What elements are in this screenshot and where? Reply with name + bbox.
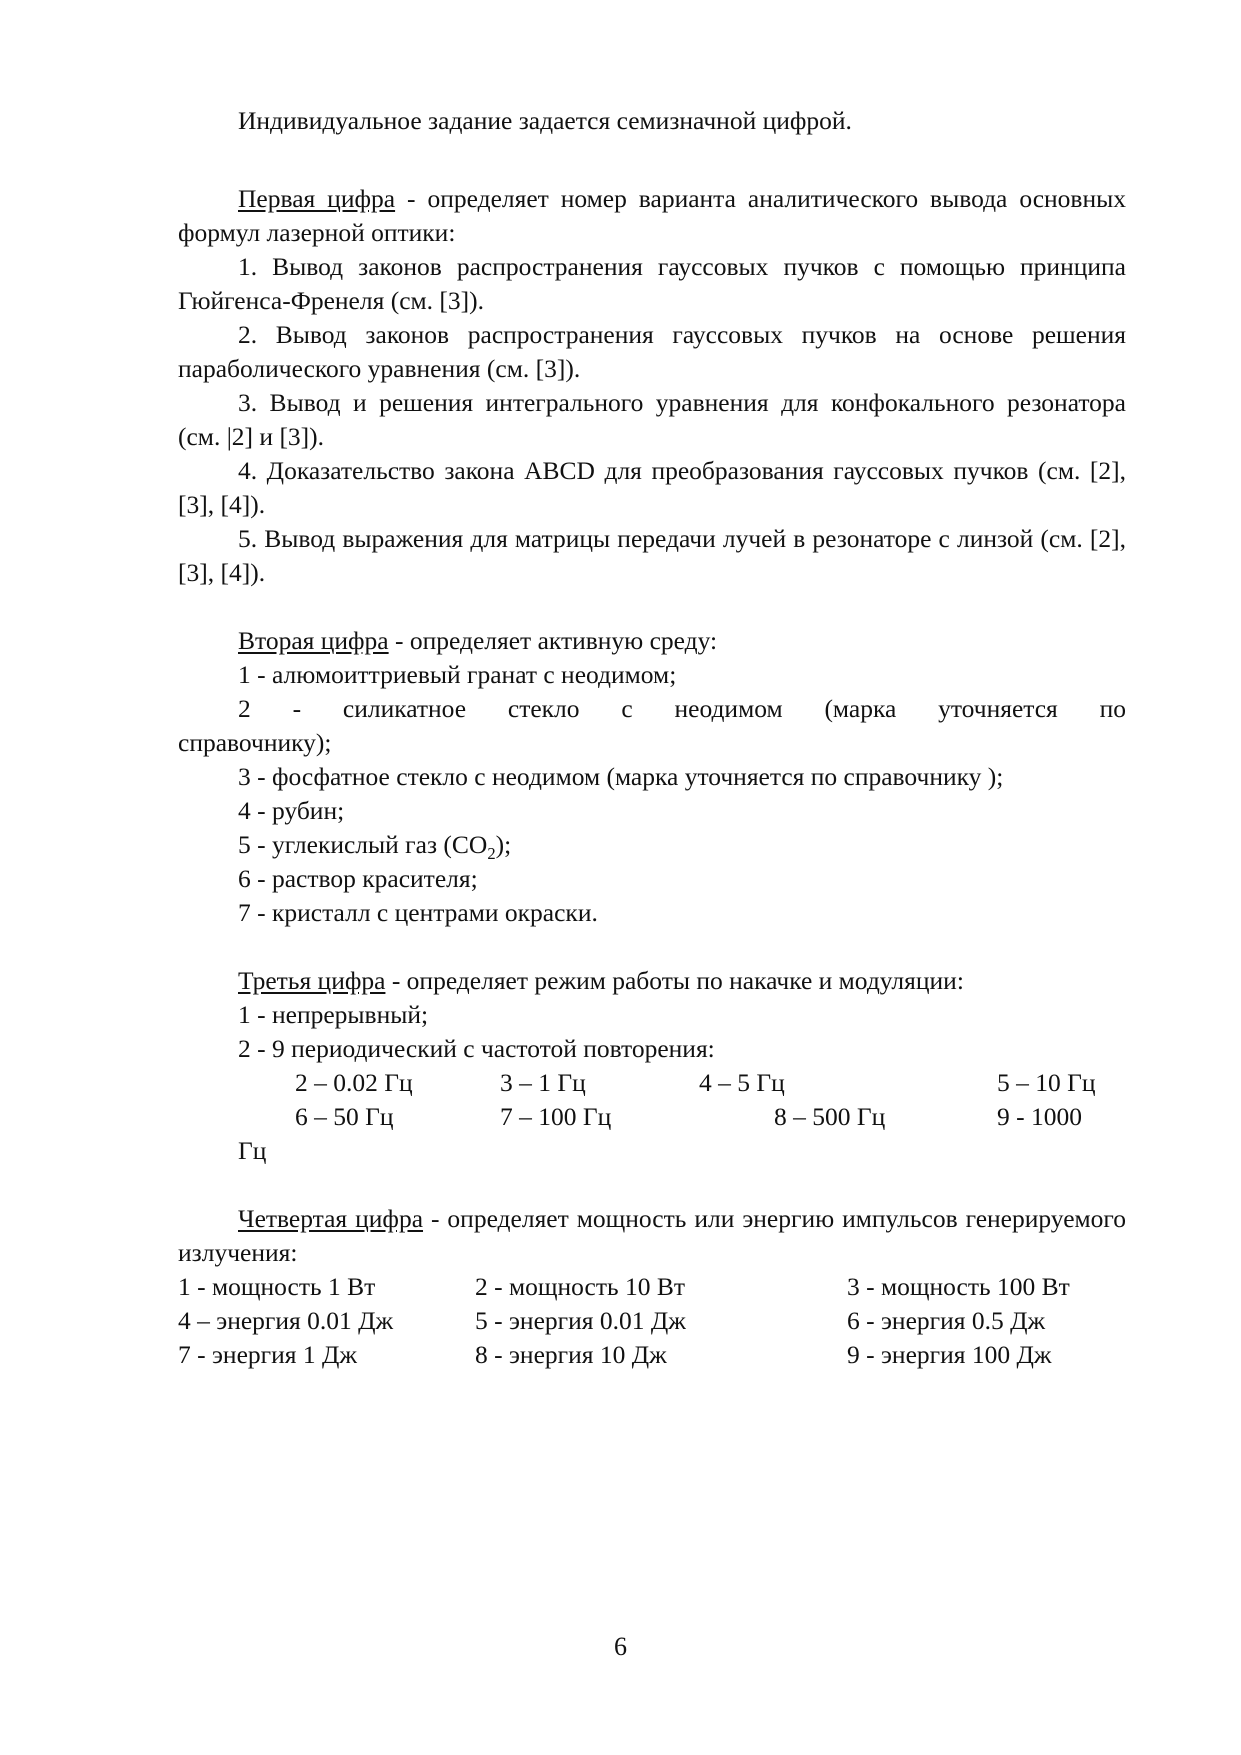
power-option: 6 - энергия 0.5 Дж xyxy=(847,1306,1046,1335)
first-item-5: 5. Вывод выражения для матрицы передачи лучей в резонаторе с линзой (см. [2], [3], [4]). xyxy=(178,524,1126,587)
power-option: 4 – энергия 0.01 Дж xyxy=(178,1306,394,1335)
third-item-1: 1 - непрерывный; xyxy=(238,1000,429,1029)
third-item-2: 2 - 9 периодический с частотой повторения: xyxy=(238,1034,715,1063)
freq-option: 7 – 100 Гц xyxy=(500,1102,612,1131)
fourth-digit-desc: - определяет мощность или энергию импульсов генерируемого излучения: xyxy=(178,1204,1126,1267)
power-row-2 xyxy=(178,1304,1126,1338)
fourth-digit-heading: Четвертая цифра xyxy=(238,1204,424,1233)
second-digit-heading: Вторая цифра xyxy=(238,626,389,655)
power-row-1 xyxy=(178,1270,1126,1304)
frequency-row-1 xyxy=(178,1066,1126,1100)
power-option: 8 - энергия 10 Дж xyxy=(475,1340,667,1369)
third-digit-heading: Третья цифра xyxy=(238,966,386,995)
freq-option: 4 – 5 Гц xyxy=(699,1068,785,1097)
second-item-4: 4 - рубин; xyxy=(238,796,345,825)
fourth-digit-paragraph xyxy=(178,1202,1126,1270)
first-digit-desc: - определяет номер варианта аналитического вывода основных формул лазерной оптики: xyxy=(178,184,1126,247)
second-item-5-text: 5 - углекислый газ (CO xyxy=(238,830,488,859)
freq-option: 8 – 500 Гц xyxy=(774,1102,886,1131)
second-item-6: 6 - раствор красителя; xyxy=(238,864,478,893)
first-item-1: 1. Вывод законов распространения гауссовых пучков с помощью принципа Гюйгенса-Френеля (см. [3]). xyxy=(178,252,1126,315)
first-digit-paragraph xyxy=(178,182,1126,250)
third-digit-desc: - определяет режим работы по накачке и модуляции: xyxy=(385,966,964,995)
document-page xyxy=(178,104,1126,1372)
freq-option: 6 – 50 Гц xyxy=(295,1102,394,1131)
power-option: 2 - мощность 10 Вт xyxy=(475,1272,686,1301)
second-digit-paragraph xyxy=(178,624,1126,658)
second-item-5-tail: ); xyxy=(495,830,512,859)
freq-option: 3 – 1 Гц xyxy=(500,1068,586,1097)
co2-subscript: 2 xyxy=(487,844,496,864)
second-item-5 xyxy=(178,828,1126,862)
power-option: 5 - энергия 0.01 Дж xyxy=(475,1306,686,1335)
third-digit-paragraph xyxy=(178,964,1126,998)
second-digit-desc: - определяет активную среду: xyxy=(388,626,718,655)
first-item-2: 2. Вывод законов распространения гауссовых пучков на основе решения параболического уравнения (см. [3]). xyxy=(178,320,1126,383)
intro-text: Индивидуальное задание задается семизначной цифрой. xyxy=(238,106,852,135)
freq-tail: Гц xyxy=(238,1136,267,1165)
power-option: 3 - мощность 100 Вт xyxy=(847,1272,1070,1301)
first-item-3: 3. Вывод и решения интегрального уравнения для конфокального резонатора (см. |2] и [3]). xyxy=(178,388,1126,451)
second-item-3: 3 - фосфатное стекло с неодимом (марка уточняется по справочнику ); xyxy=(238,762,1004,791)
first-item-4: 4. Доказательство закона ABCD для преобразования гауссовых пучков (см. [2], [3], [4]). xyxy=(178,456,1126,519)
freq-option: 9 - 1000 xyxy=(997,1102,1082,1131)
page-number: 6 xyxy=(614,1632,627,1661)
power-option: 1 - мощность 1 Вт xyxy=(178,1272,376,1301)
first-digit-heading: Первая цифра xyxy=(238,184,396,213)
second-item-1: 1 - алюмоиттриевый гранат с неодимом; xyxy=(238,660,677,689)
frequency-row-2 xyxy=(178,1100,1126,1134)
second-item-7: 7 - кристалл с центрами окраски. xyxy=(238,898,598,927)
power-row-3 xyxy=(178,1338,1126,1372)
power-option: 7 - энергия 1 Дж xyxy=(178,1340,357,1369)
power-option: 9 - энергия 100 Дж xyxy=(847,1340,1052,1369)
freq-option: 5 – 10 Гц xyxy=(997,1068,1096,1097)
freq-option: 2 – 0.02 Гц xyxy=(295,1068,413,1097)
second-item-2: 2 - силикатное стекло с неодимом (марка уточняется по справочнику); xyxy=(178,694,1126,757)
